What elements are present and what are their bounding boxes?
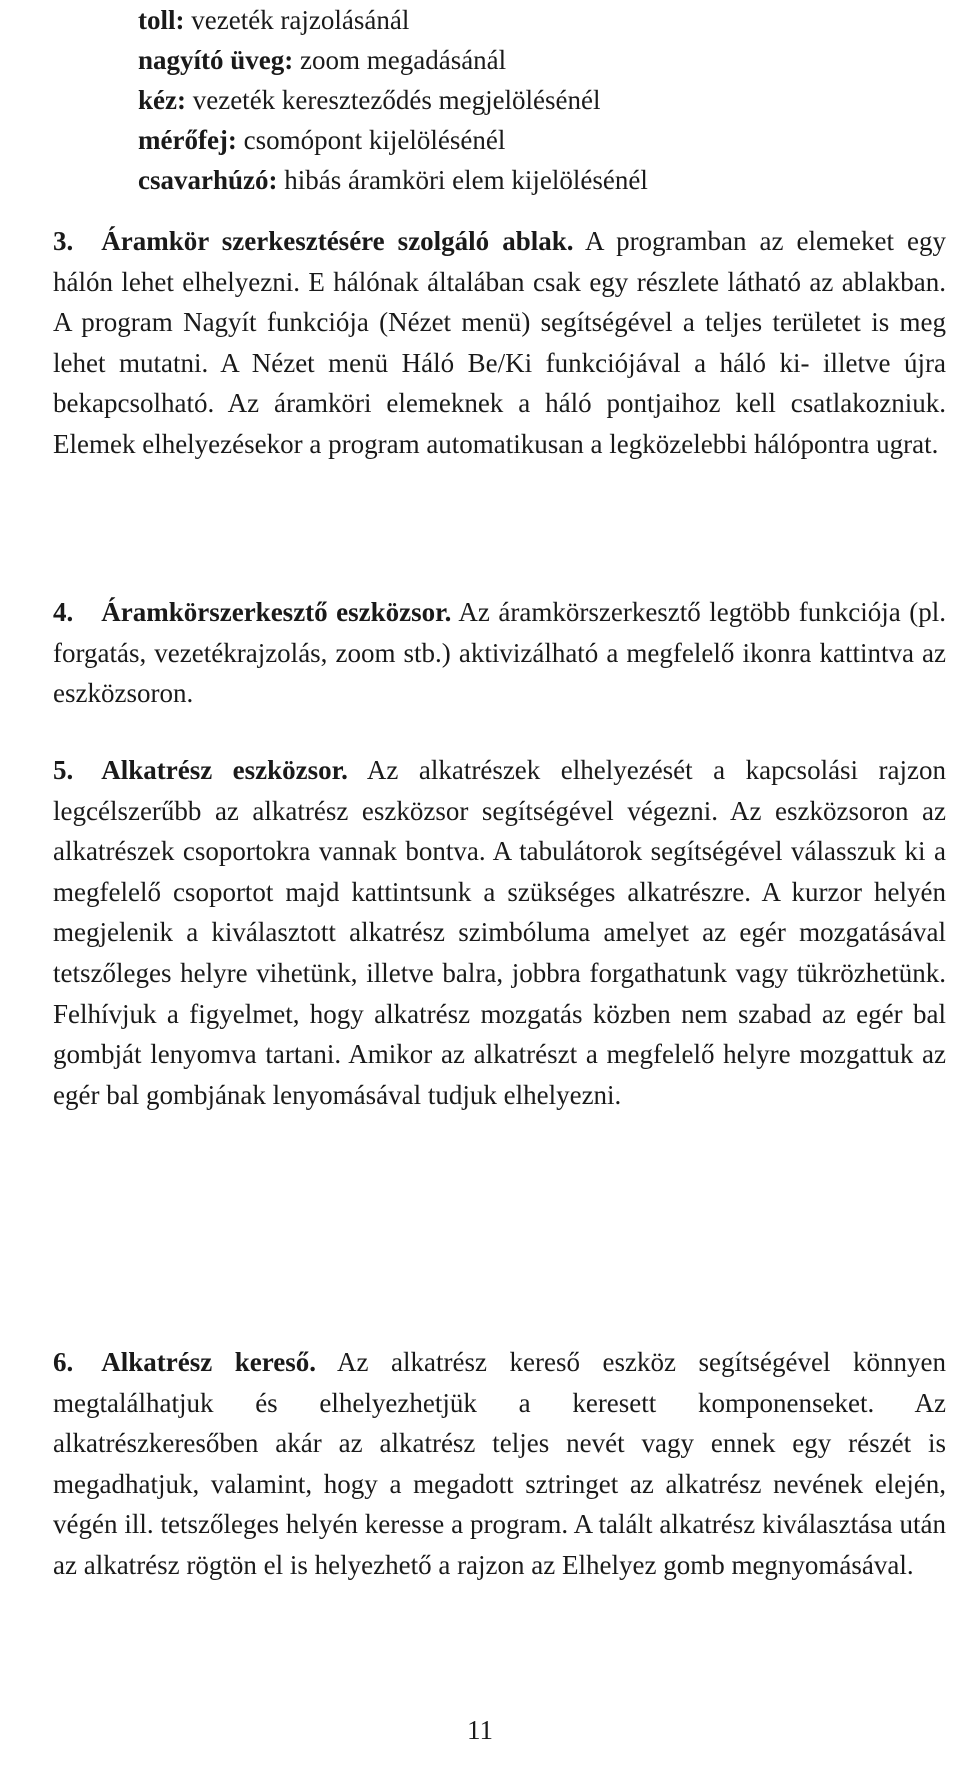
cursor-item [138, 0, 938, 40]
cursor-shape-list [138, 0, 938, 200]
cursor-item [138, 120, 938, 160]
section-text: A programban az elemeket egy hálón lehet elhelyezni. E hálónak általában csak egy részlete látható az ablakban. A program Nagyít funkciója (Nézet menü) segítségével a teljes területet is meg lehet mutatni. A Nézet menü Háló Be/Ki funkciójával a háló ki- illetve újra bekapcsolható. Az áramköri elemeknek a háló pontjaihoz kell csatlakozniuk. Elemek elhelyezésekor a program automatikusan a legközelebbi hálópontra ugrat. [53, 226, 946, 459]
cursor-desc: csomópont kijelölésénél [236, 125, 506, 155]
section-item-5 [53, 750, 946, 1115]
section-item-6 [53, 1342, 946, 1586]
section-heading: Áramkör szerkesztésére szolgáló ablak. [101, 226, 574, 256]
section-paragraph [53, 221, 946, 465]
page-number: 11 [467, 1715, 493, 1745]
section-heading: Alkatrész eszközsor. [101, 755, 348, 785]
cursor-term: toll: [138, 5, 185, 35]
cursor-term: csavarhúzó: [138, 165, 278, 195]
section-item-3 [53, 221, 946, 465]
cursor-desc: zoom megadásánál [293, 45, 507, 75]
cursor-item [138, 80, 938, 120]
cursor-item [138, 160, 938, 200]
section-number: 6. [53, 1347, 74, 1377]
cursor-term: nagyító üveg: [138, 45, 294, 75]
section-number: 4. [53, 597, 74, 627]
section-text: Az áramkörszerkesztő legtöbb funkciója (pl. forgatás, vezetékrajzolás, zoom stb.) aktivizálható a megfelelő ikonra kattintva az eszközsoron. [53, 597, 946, 709]
cursor-desc: vezeték rajzolásánál [184, 5, 410, 35]
section-heading: Alkatrész kereső. [101, 1347, 316, 1377]
cursor-term: mérőfej: [138, 125, 237, 155]
cursor-term: kéz: [138, 85, 186, 115]
section-heading: Áramkörszerkesztő eszközsor. [101, 597, 452, 627]
section-item-4 [53, 592, 946, 714]
cursor-item [138, 40, 938, 80]
section-number: 3. [53, 226, 74, 256]
section-paragraph [53, 750, 946, 1115]
cursor-desc: vezeték kereszteződés megjelölésénél [185, 85, 601, 115]
section-paragraph [53, 1342, 946, 1586]
cursor-desc: hibás áramköri elem kijelölésénél [277, 165, 648, 195]
section-text: Az alkatrészek elhelyezését a kapcsolási rajzon legcélszerűbb az alkatrész eszközsor segítségével végezni. Az eszközsoron az alkatrészek csoportokra vannak bontva. A tabulátorok segítségével válasszuk ki a megfelelő csoportot majd kattintsunk a szükséges alkatrészre. A kurzor helyén megjelenik a kiválasztott alkatrész szimbóluma amelyet az egér mozgatásával tetszőleges helyre vihetünk, illetve balra, jobbra forgathatunk vagy tükrözhetünk. Felhívjuk a figyelmet, hogy alkatrész mozgatás közben nem szabad az egér bal gombját lenyomva tartani. Amikor az alkatrészt a megfelelő helyre mozgattuk az egér bal gombjának lenyomásával tudjuk elhelyezni. [53, 755, 946, 1110]
section-number: 5. [53, 755, 74, 785]
section-text: Az alkatrész kereső eszköz segítségével könnyen megtalálhatjuk és elhelyezhetjük a keresett komponenseket. Az alkatrészkeresőben akár az alkatrész teljes nevét vagy ennek egy részét is megadhatjuk, valamint, hogy a megadott sztringet az alkatrész nevének elején, végén ill. tetszőleges helyén keresse a program. A talált alkatrész kiválasztása után az alkatrész rögtön el is helyezhető a rajzon az Elhelyez gomb megnyomásával. [53, 1347, 946, 1580]
section-paragraph [53, 592, 946, 714]
